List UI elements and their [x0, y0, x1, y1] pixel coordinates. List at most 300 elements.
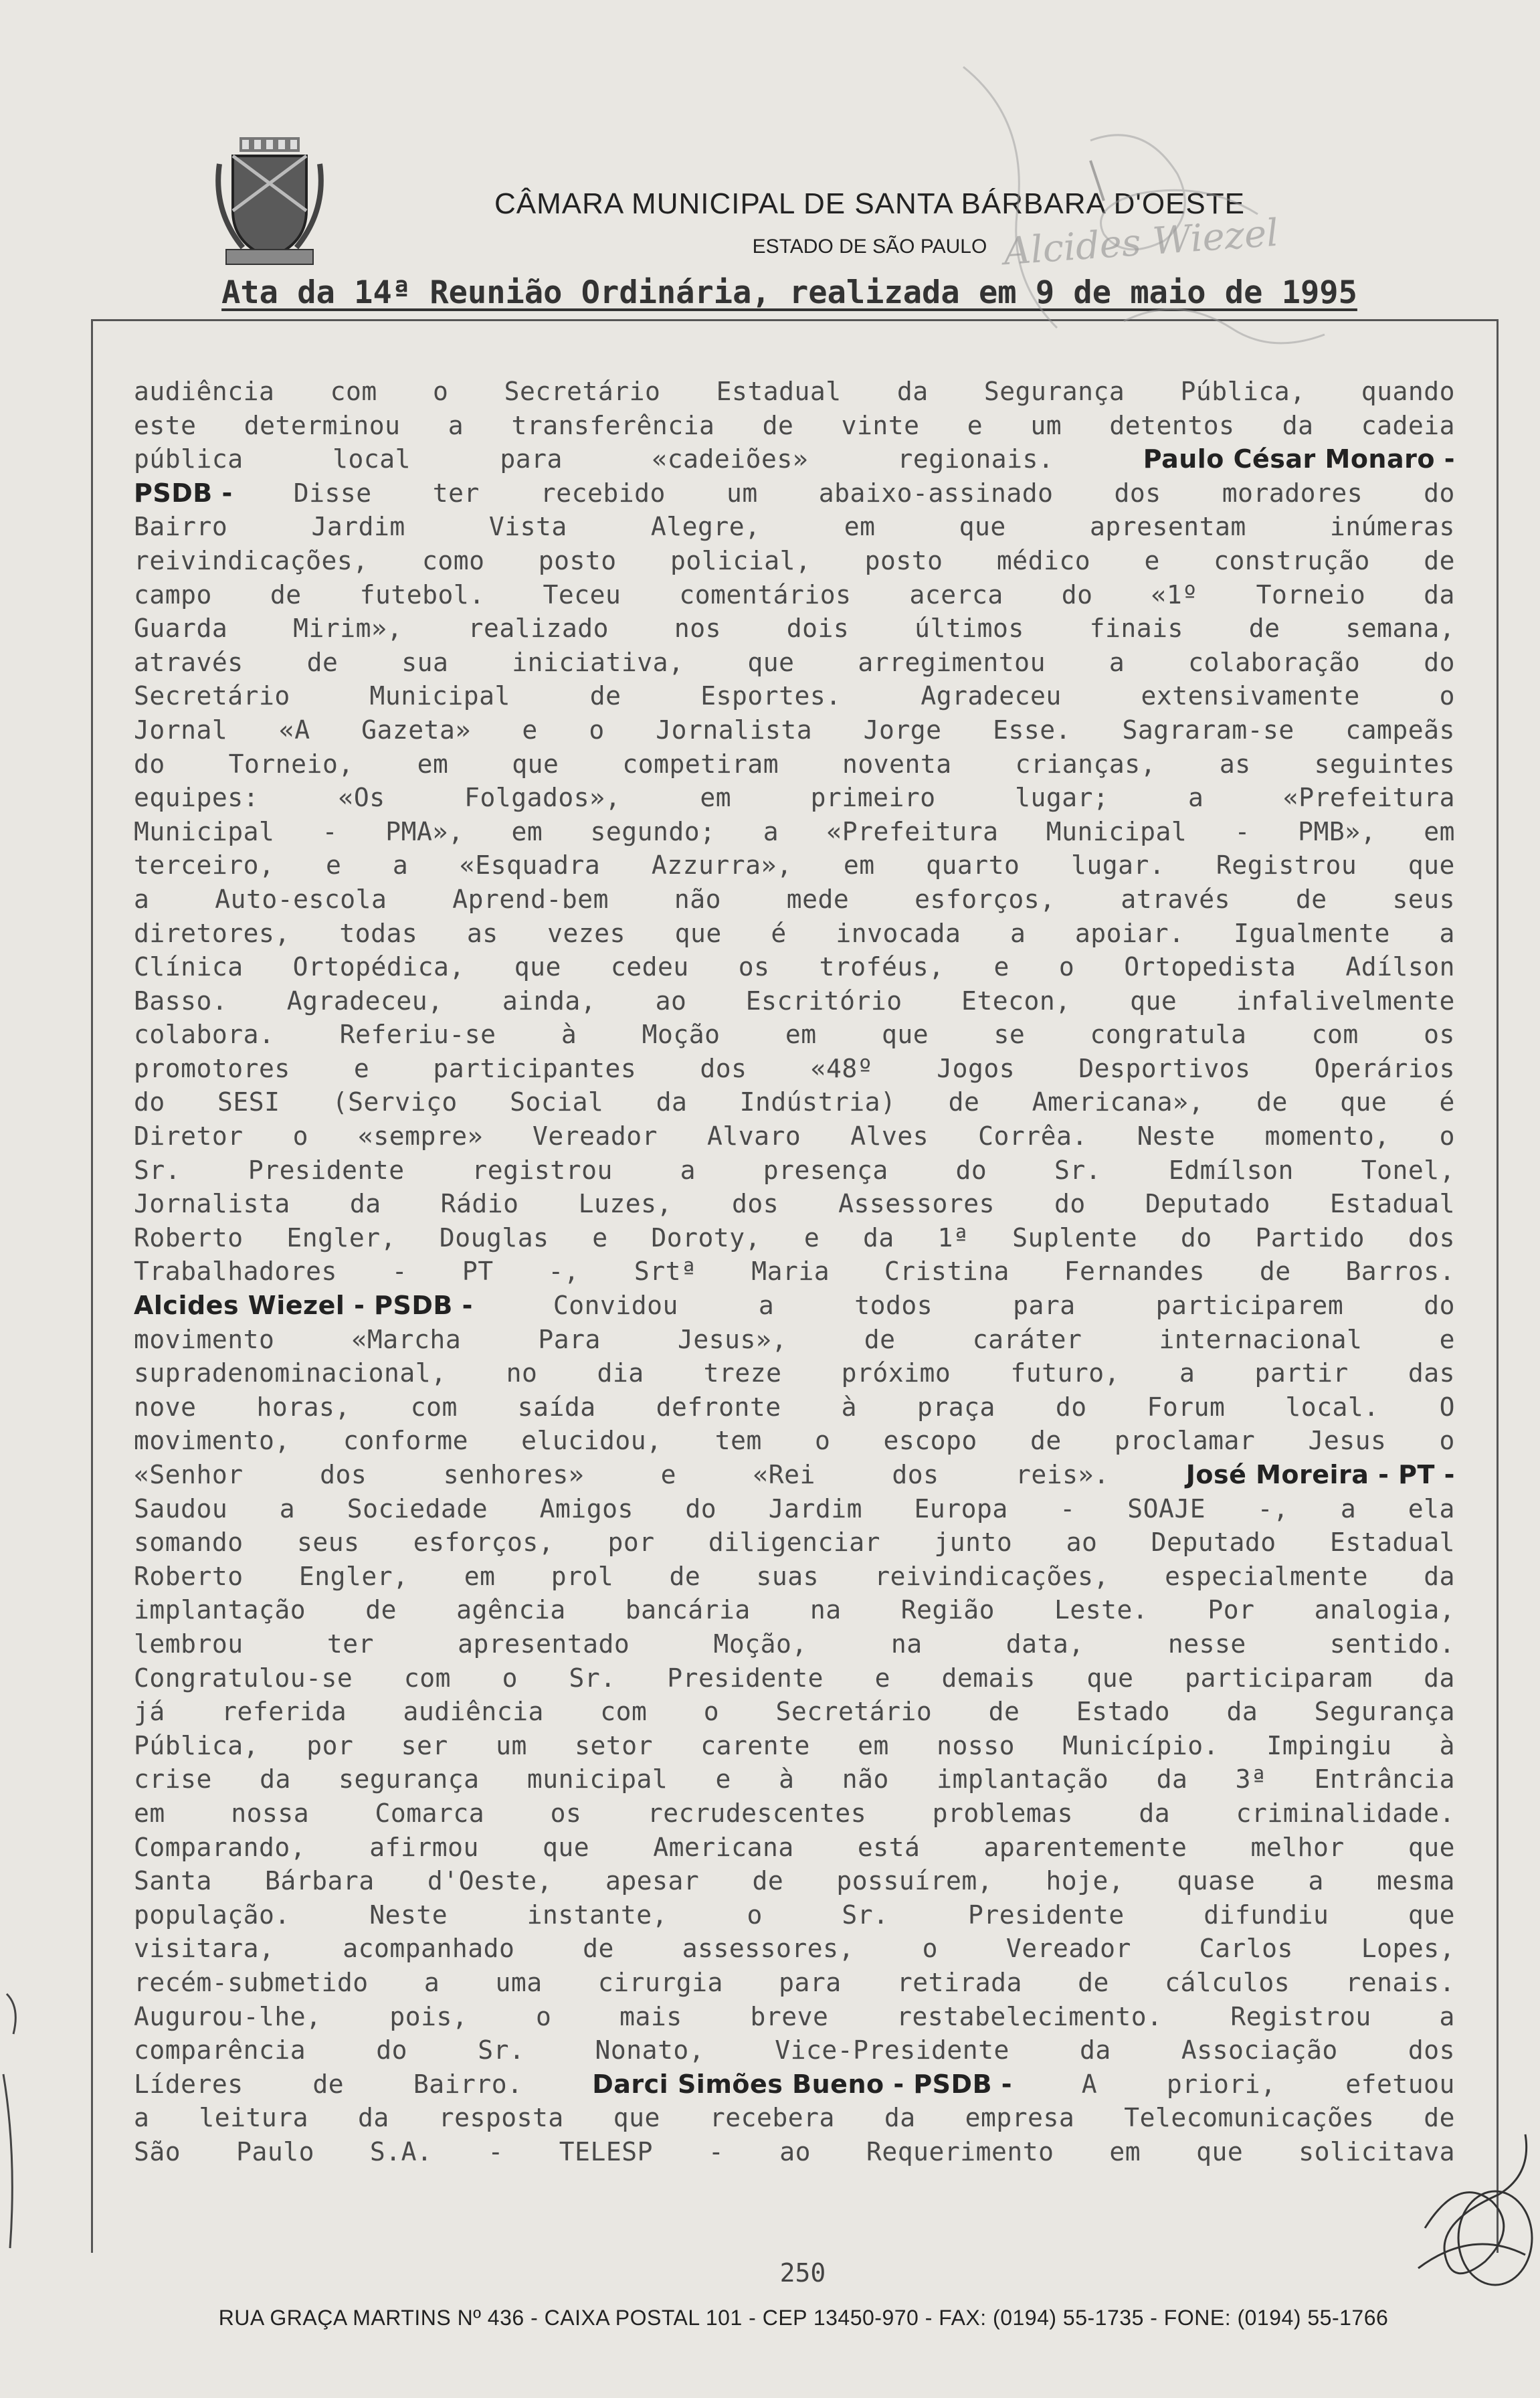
word: Nonato, — [595, 2035, 705, 2065]
word: Assessores — [838, 1189, 995, 1219]
word: presença — [763, 1155, 888, 1185]
word: lugar. — [1070, 850, 1165, 881]
word: 3ª — [1235, 1764, 1267, 1794]
word: Amigos — [539, 1493, 634, 1524]
word: Esportes. — [700, 681, 842, 711]
word: suas — [756, 1561, 819, 1591]
text-line — [134, 781, 1455, 815]
word: reivindicações, — [134, 545, 369, 575]
text-line — [134, 1796, 1455, 1831]
word: 1ª — [937, 1222, 969, 1253]
word: do — [1424, 1291, 1455, 1321]
word: Jorge — [863, 715, 942, 745]
word: o — [814, 1426, 831, 1456]
word: primeiro — [810, 783, 936, 813]
word: cálculos — [1165, 1967, 1290, 1997]
word: lugar; — [1015, 783, 1109, 813]
word: da — [896, 377, 929, 406]
word: Secretário — [134, 681, 290, 711]
word: partir — [1254, 1358, 1349, 1388]
speaker-name: José Moreira - PT - — [1185, 1460, 1455, 1489]
word: a — [763, 816, 779, 846]
word: o — [922, 1934, 939, 1964]
word: apesar — [605, 1866, 700, 1896]
word: em — [1424, 816, 1455, 846]
word: a — [134, 884, 150, 914]
word: a — [1439, 2001, 1455, 2031]
word: Barros. — [1345, 1257, 1455, 1287]
word: Por — [1208, 1595, 1255, 1625]
text-line — [134, 1119, 1455, 1154]
word: à — [1439, 1730, 1455, 1760]
word: já — [134, 1697, 165, 1727]
word: Jogos — [937, 1053, 1016, 1083]
word: Região — [900, 1595, 995, 1625]
word: dois — [786, 614, 850, 644]
word: internacional — [1159, 1324, 1363, 1354]
word: do — [1055, 1392, 1087, 1422]
text-line — [134, 442, 1455, 476]
word: a — [279, 1493, 296, 1524]
text-line — [134, 1661, 1455, 1695]
word: promotores — [134, 1053, 290, 1083]
text-line — [134, 1154, 1455, 1188]
word: Corrêa. — [978, 1121, 1088, 1151]
word: Para — [538, 1324, 601, 1354]
word: Estadual — [716, 377, 842, 406]
word: Deputado — [1145, 1189, 1270, 1219]
text-line — [134, 713, 1455, 747]
word: policial, — [670, 545, 811, 575]
word: o — [703, 1697, 720, 1727]
word: Torneio — [1256, 579, 1366, 610]
word: reis». — [1015, 1460, 1110, 1489]
word: com — [403, 1663, 451, 1693]
word: a — [392, 850, 409, 881]
word: Impingiu — [1266, 1730, 1392, 1760]
word: que — [1408, 1900, 1455, 1930]
word: do — [1054, 1189, 1086, 1219]
word: o — [589, 715, 605, 745]
word: Leste. — [1054, 1595, 1149, 1625]
word: registrou — [472, 1155, 613, 1185]
word: população. — [134, 1900, 290, 1930]
word: o — [1439, 1426, 1455, 1456]
document-title: Ata da 14ª Reunião Ordinária, realizada em 9 de maio de 1995 — [221, 274, 1357, 311]
word: Suplente — [1012, 1222, 1138, 1253]
word: seus — [1392, 884, 1455, 914]
word: de — [864, 1324, 896, 1354]
word: por — [306, 1730, 354, 1760]
word: A — [1081, 2069, 1098, 2099]
word: possuírem, — [836, 1866, 993, 1896]
word: à — [779, 1764, 795, 1794]
word: se — [993, 1020, 1026, 1050]
word: ao — [655, 986, 687, 1016]
word: treze — [703, 1358, 782, 1388]
word: breve — [750, 2001, 829, 2031]
text-line — [134, 1526, 1455, 1560]
word: Sociedade — [347, 1493, 488, 1524]
word: infalivelmente — [1236, 986, 1455, 1016]
word: «Senhor — [134, 1460, 244, 1489]
word: os — [1424, 1020, 1455, 1050]
page-number: 250 — [779, 2258, 826, 2288]
word: Neste — [369, 1900, 448, 1930]
word: as — [1219, 749, 1251, 779]
word: Doroty, — [651, 1222, 761, 1253]
word: Vice-Presidente — [775, 2035, 1009, 2065]
word: mais — [619, 2001, 682, 2031]
word: defronte — [656, 1392, 781, 1422]
word: Social — [510, 1087, 604, 1117]
word: Comarca — [375, 1798, 485, 1828]
word: referida — [221, 1697, 347, 1727]
word: data, — [1005, 1629, 1084, 1659]
word: de — [762, 410, 794, 440]
word: renais. — [1345, 1967, 1455, 1997]
word: restabelecimento. — [896, 2001, 1163, 2031]
text-line — [134, 1424, 1455, 1458]
word: um — [726, 478, 758, 508]
word: recrudescentes — [647, 1798, 867, 1828]
word: recebera — [709, 2103, 835, 2133]
text-line — [134, 1729, 1455, 1763]
word: de — [1248, 614, 1280, 644]
word: da — [1424, 1663, 1455, 1693]
word: «Marcha — [351, 1324, 462, 1354]
word: pois, — [389, 2001, 468, 2031]
word: do — [134, 1087, 165, 1117]
word: resposta — [438, 2103, 564, 2133]
word: as — [466, 918, 498, 948]
word: que — [543, 1832, 590, 1862]
word: Requerimento — [866, 2136, 1054, 2166]
word: Líderes — [134, 2069, 244, 2099]
text-line — [134, 578, 1455, 612]
word: os — [738, 952, 770, 982]
word: Telecomunicações — [1124, 2103, 1375, 2133]
word: Neste — [1137, 1121, 1216, 1151]
word: Congratulou-se — [134, 1663, 353, 1693]
word: de — [270, 579, 302, 610]
text-line — [134, 1864, 1455, 1898]
word: cedeu — [610, 952, 689, 982]
word: Moção, — [713, 1629, 807, 1659]
word: em — [1109, 2136, 1141, 2166]
left-margin-line — [91, 319, 93, 2253]
text-line — [134, 1356, 1455, 1390]
word: inúmeras — [1329, 512, 1455, 542]
word: em — [700, 783, 732, 813]
word: Municipal — [134, 816, 275, 846]
word: elucidou, — [521, 1426, 662, 1456]
word: Vereador — [532, 1121, 658, 1151]
word: afirmou — [369, 1832, 479, 1862]
word: posto — [864, 545, 943, 575]
word: empresa — [965, 2103, 1075, 2133]
word: conforme — [343, 1426, 468, 1456]
word: «cadeiões» — [652, 444, 809, 474]
word: tem — [714, 1426, 762, 1456]
word: momento, — [1264, 1121, 1390, 1151]
word: apoiar. — [1074, 918, 1185, 948]
text-line — [134, 679, 1455, 713]
word: Agradeceu, — [286, 986, 444, 1016]
word: (Serviço — [332, 1087, 458, 1117]
word: acerca — [909, 579, 1003, 610]
text-line — [134, 1966, 1455, 2000]
text-line — [134, 848, 1455, 883]
word: transferência — [511, 410, 715, 440]
word: competiram — [622, 749, 779, 779]
word: à — [561, 1020, 577, 1050]
word: que — [1196, 2136, 1244, 2166]
word: Disse — [293, 478, 372, 508]
text-line — [134, 1221, 1455, 1255]
word: horas, — [256, 1392, 351, 1422]
text-line — [134, 2135, 1455, 2169]
word: Partido — [1255, 1222, 1365, 1253]
word: praça — [917, 1392, 995, 1422]
word: instante, — [526, 1900, 668, 1930]
word: da — [1424, 1561, 1455, 1591]
word: PMA», — [385, 816, 464, 846]
word: «Prefeitura — [1282, 783, 1455, 813]
word: futebol. — [359, 579, 485, 610]
text-line — [134, 1627, 1455, 1661]
word: à — [841, 1392, 858, 1422]
word: Comparando, — [134, 1832, 306, 1862]
word: do — [1061, 579, 1093, 610]
word: junto — [934, 1528, 1013, 1558]
word: Presidente — [968, 1900, 1125, 1930]
word: Convidou — [553, 1291, 678, 1321]
text-line — [134, 1255, 1455, 1289]
word: sentido. — [1329, 1629, 1455, 1659]
word: iniciativa, — [512, 647, 684, 677]
word: PT — [462, 1257, 494, 1287]
text-line — [134, 476, 1455, 511]
text-line — [134, 646, 1455, 680]
word: semana, — [1345, 614, 1455, 644]
word: que — [674, 918, 722, 948]
text-line — [134, 1560, 1455, 1594]
word: local. — [1285, 1392, 1379, 1422]
word: da — [884, 2103, 916, 2133]
word: em — [464, 1561, 496, 1591]
word: Americana», — [1032, 1087, 1204, 1117]
word: que — [512, 749, 559, 779]
word: a — [1439, 918, 1455, 948]
text-line — [134, 2033, 1455, 2067]
word: Maria — [751, 1257, 830, 1287]
word: equipes: — [134, 783, 260, 813]
word: um — [496, 1730, 527, 1760]
word: Alegre, — [650, 512, 761, 542]
word: - — [391, 1257, 408, 1287]
word: de — [669, 1561, 701, 1591]
word: no — [506, 1358, 538, 1388]
word: participantes — [433, 1053, 637, 1083]
word: moradores — [1222, 478, 1363, 508]
word: reivindicações, — [874, 1561, 1109, 1591]
word: analogia, — [1314, 1595, 1455, 1625]
word: Presidente — [667, 1663, 824, 1693]
word: implantação — [937, 1764, 1109, 1794]
word: está — [857, 1832, 921, 1862]
text-line — [134, 409, 1455, 443]
word: crise — [134, 1764, 212, 1794]
word: bancária — [625, 1595, 751, 1625]
text-line — [134, 1492, 1455, 1526]
text-line — [134, 2067, 1455, 2102]
word: do — [1424, 647, 1455, 677]
word: dos — [320, 1460, 367, 1489]
word: para — [500, 444, 563, 474]
word: Igualmente — [1234, 918, 1390, 948]
word: da — [863, 1222, 894, 1253]
word: através — [134, 647, 244, 677]
text-line — [134, 2101, 1455, 2135]
word: Fernandes — [1064, 1257, 1206, 1287]
word: dos — [1114, 478, 1161, 508]
word: «48º — [810, 1053, 874, 1083]
word: ao — [779, 2136, 811, 2166]
state-name: ESTADO DE SÃO PAULO — [752, 236, 987, 258]
word: Rádio — [440, 1189, 519, 1219]
word: construção — [1214, 545, 1370, 575]
word: TELESP — [559, 2136, 653, 2166]
word: invocada — [836, 918, 961, 948]
word: terceiro, — [134, 850, 275, 881]
word: Operários — [1314, 1053, 1455, 1083]
word: em — [134, 1798, 165, 1828]
word: Estadual — [1329, 1528, 1455, 1558]
word: a — [1009, 918, 1026, 948]
text-line — [134, 1458, 1455, 1492]
word: Luzes, — [578, 1189, 672, 1219]
word: local — [332, 444, 411, 474]
speaker-name: Paulo César Monaro - — [1143, 444, 1455, 474]
word: colabora. — [134, 1020, 275, 1050]
word: Jardim — [768, 1493, 862, 1524]
word: participarem — [1155, 1291, 1344, 1321]
word: e — [325, 850, 342, 881]
word: audiência — [403, 1697, 544, 1727]
margin-signature-icon — [1405, 2094, 1539, 2308]
word: dos — [700, 1053, 747, 1083]
word: Sagraram-se — [1122, 715, 1294, 745]
word: diretores, — [134, 918, 290, 948]
word: Jornalista — [656, 715, 813, 745]
word: Ortopédica, — [292, 952, 465, 982]
text-line — [134, 747, 1455, 781]
word: leitura — [199, 2103, 309, 2133]
word: Lopes, — [1361, 1934, 1455, 1964]
word: a — [1179, 1358, 1195, 1388]
word: na — [890, 1629, 923, 1659]
word: implantação — [134, 1595, 306, 1625]
word: dia — [597, 1358, 644, 1388]
word: futuro, — [1010, 1358, 1120, 1388]
word: Alves — [850, 1121, 929, 1151]
organization-name: CÂMARA MUNICIPAL DE SANTA BÁRBARA D'OESTE — [494, 187, 1245, 220]
text-line — [134, 950, 1455, 984]
word: pública — [134, 444, 244, 474]
word: todas — [339, 918, 418, 948]
text-line — [134, 1289, 1455, 1323]
word: recebido — [540, 478, 666, 508]
word: Gazeta» — [361, 715, 471, 745]
word: e — [1144, 545, 1160, 575]
word: audiência — [134, 377, 275, 406]
word: do — [685, 1493, 717, 1524]
word: vezes — [547, 918, 626, 948]
word: do — [376, 2035, 408, 2065]
word: de — [306, 647, 339, 677]
word: do — [1424, 478, 1455, 508]
text-line — [134, 1085, 1455, 1119]
word: Americana — [653, 1832, 794, 1862]
word: cadeia — [1361, 410, 1455, 440]
word: lembrou — [134, 1629, 244, 1659]
word: «Rei — [753, 1460, 815, 1489]
word: da — [1282, 410, 1314, 440]
word: próximo — [841, 1358, 951, 1388]
word: comparência — [134, 2035, 306, 2065]
word: e — [715, 1764, 731, 1794]
word: segundo; — [590, 816, 716, 846]
word: Sr. — [569, 1663, 616, 1693]
word: Mirim», — [293, 614, 403, 644]
word: prol — [551, 1561, 614, 1591]
word: com — [600, 1697, 648, 1727]
word: «Prefeitura — [826, 816, 999, 846]
word: Registrou — [1216, 850, 1357, 881]
word: para — [779, 1967, 842, 1997]
word: «1º — [1151, 579, 1198, 610]
word: Associação — [1181, 2035, 1338, 2065]
word: em — [843, 850, 875, 881]
word: extensivamente — [1141, 681, 1360, 711]
word: dos — [892, 1460, 939, 1489]
word: dos — [1408, 1222, 1455, 1253]
word: melhor — [1250, 1832, 1345, 1862]
word: Registrou — [1230, 2001, 1371, 2031]
word: São — [134, 2136, 181, 2166]
word: o — [432, 377, 449, 406]
word: Desportivos — [1078, 1053, 1251, 1083]
word: em — [511, 816, 543, 846]
word: Bárbara — [265, 1866, 375, 1896]
text-line — [134, 510, 1455, 544]
word: finais — [1089, 614, 1183, 644]
word: difundiu — [1204, 1900, 1329, 1930]
word: Deputado — [1151, 1528, 1276, 1558]
word: Vereador — [1005, 1934, 1131, 1964]
word: problemas — [932, 1798, 1073, 1828]
word: Municipal — [369, 681, 510, 711]
word: e — [592, 1222, 608, 1253]
speaker-name: PSDB - — [134, 478, 233, 508]
word: municipal — [526, 1764, 668, 1794]
word: em — [417, 749, 449, 779]
word: Estado — [1076, 1697, 1171, 1727]
word: Ortopedista — [1124, 952, 1296, 982]
word: realizado — [468, 614, 609, 644]
word: noventa — [842, 749, 952, 779]
